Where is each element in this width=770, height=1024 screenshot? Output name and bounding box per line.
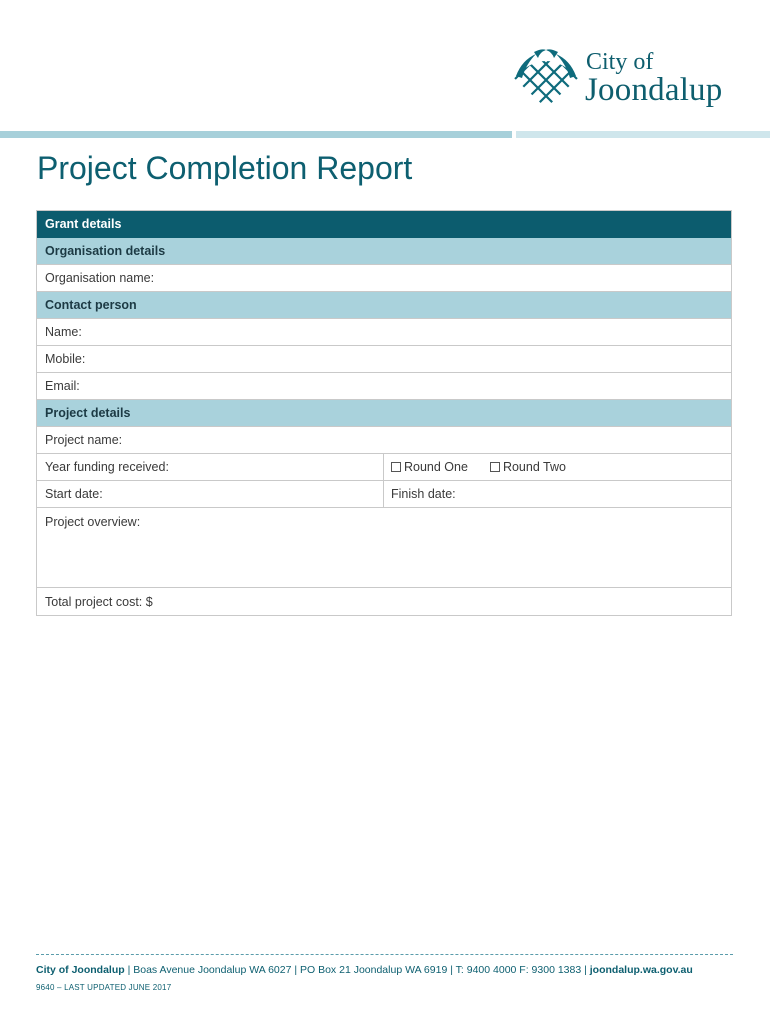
logo-city-of-text: City of (586, 49, 654, 75)
finish-date-label: Finish date: (391, 487, 456, 501)
round-one-label: Round One (404, 460, 468, 474)
city-of-joondalup-logo (512, 48, 740, 112)
header-band-left (0, 131, 512, 138)
start-date-field[interactable] (37, 481, 384, 507)
footer-contact (36, 964, 736, 976)
year-funding-label: Year funding received: (37, 454, 384, 480)
funding-round-options (384, 454, 731, 480)
contact-email-field[interactable] (37, 373, 731, 400)
footer-website-link[interactable]: joondalup.wa.gov.au (589, 964, 693, 976)
footer-divider (36, 954, 733, 955)
round-two-label: Round Two (502, 460, 566, 474)
palm-logo-icon (512, 48, 580, 110)
project-details-header: Project details (37, 400, 731, 427)
round-one-option[interactable] (391, 460, 468, 474)
project-overview-field[interactable] (37, 508, 731, 588)
round-two-option[interactable] (490, 460, 566, 474)
finish-date-field[interactable] (384, 481, 731, 507)
project-name-field[interactable] (37, 427, 731, 454)
round-two-checkbox[interactable] (490, 462, 500, 472)
page-title: Project Completion Report (37, 150, 413, 186)
grant-details-header: Grant details (37, 211, 731, 238)
contact-mobile-label: Mobile: (45, 352, 86, 366)
year-funding-row (37, 454, 731, 481)
completion-form (36, 210, 732, 616)
header-band-right (516, 131, 770, 138)
organisation-name-label: Organisation name: (45, 271, 155, 285)
organisation-details-header: Organisation details (37, 238, 731, 265)
footer-org-name: City of Joondalup (36, 964, 125, 976)
total-project-cost-label: Total project cost: $ (45, 594, 153, 609)
dates-row (37, 481, 731, 508)
project-overview-label: Project overview: (45, 515, 141, 529)
contact-name-field[interactable] (37, 319, 731, 346)
start-date-label: Start date: (45, 487, 103, 501)
contact-mobile-field[interactable] (37, 346, 731, 373)
footer-document-code: 9640 – LAST UPDATED JUNE 2017 (36, 983, 172, 992)
footer-address: | Boas Avenue Joondalup WA 6027 | PO Box 21 Joondalup WA 6919 | T: 9400 4000 F: 9300 1383 | (124, 964, 590, 976)
round-one-checkbox[interactable] (391, 462, 401, 472)
contact-email-label: Email: (45, 379, 80, 393)
total-project-cost-field[interactable] (37, 588, 731, 615)
contact-person-header: Contact person (37, 292, 731, 319)
organisation-name-field[interactable] (37, 265, 731, 292)
project-name-label: Project name: (45, 433, 123, 447)
contact-name-label: Name: (45, 325, 82, 339)
logo-joondalup-text: Joondalup (585, 72, 723, 108)
